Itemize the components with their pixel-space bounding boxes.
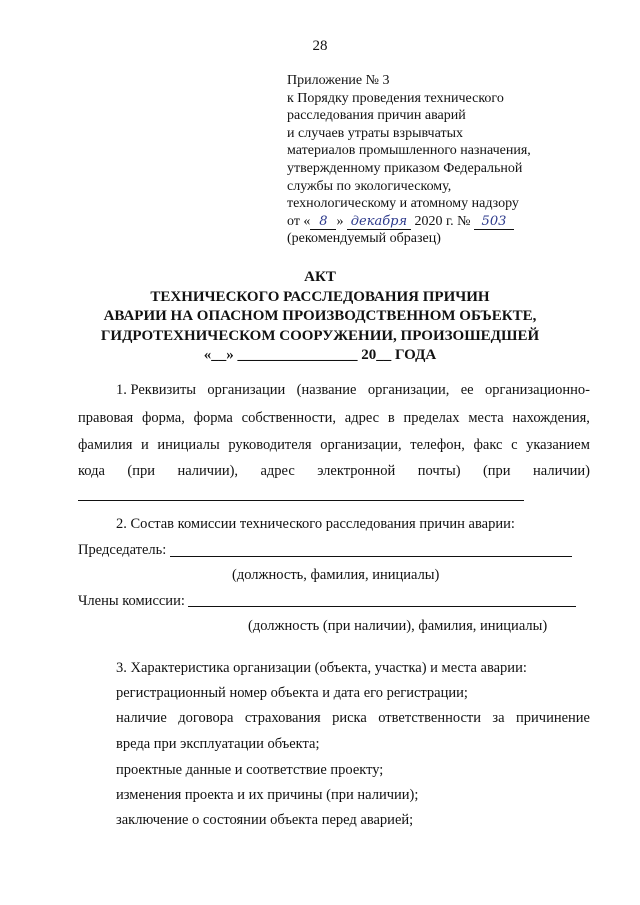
word: пределах: [403, 410, 460, 426]
word: почты): [417, 463, 461, 479]
section3-item-continuation: вреда при эксплуатации объекта;: [116, 736, 320, 752]
section3-item: изменения проекта и их причины (при наличии);: [116, 787, 419, 803]
appendix-line: материалов промышленного назначения,: [287, 143, 531, 159]
appendix-block: [287, 72, 531, 248]
word: организации,: [320, 437, 402, 453]
word: форма,: [142, 410, 185, 426]
word: адрес: [344, 410, 380, 426]
chairman-hint: (должность, фамилия, инициалы): [232, 567, 440, 583]
order-date-line: [287, 213, 531, 231]
word: 1. Реквизиты: [116, 382, 197, 398]
appendix-line: расследования причин аварий: [287, 108, 466, 124]
word: указанием: [526, 437, 590, 453]
date-month-handwritten: декабря: [347, 215, 411, 230]
title-line: АВАРИИ НА ОПАСНОМ ПРОИЗВОДСТВЕННОМ ОБЪЕКТЕ,: [103, 308, 537, 324]
date-mid: »: [336, 213, 344, 229]
section3-item: [116, 710, 590, 727]
word: в: [387, 410, 395, 426]
word: организационно-: [485, 382, 590, 398]
section1-line: [78, 437, 590, 454]
title-date-line: «__» ________________ 20__ ГОДА: [203, 347, 437, 363]
word: адрес: [260, 463, 295, 479]
word: за: [492, 710, 505, 726]
word: инициалы: [157, 437, 220, 453]
word: ответственности: [378, 710, 481, 726]
word: телефон,: [410, 437, 465, 453]
organization-details-blank-line: [78, 500, 524, 501]
section2-heading: 2. Состав комиссии технического расследования причин аварии:: [116, 516, 515, 532]
section3-heading: 3. Характеристика организации (объекта, участка) и места аварии:: [116, 660, 527, 676]
word: кода: [78, 463, 105, 479]
page-number: 28: [312, 38, 328, 54]
appendix-line: к Порядку проведения технического: [287, 90, 504, 106]
word: факс: [473, 437, 503, 453]
appendix-line: службы по экологическому,: [287, 178, 452, 194]
chairman-blank-line: [170, 556, 572, 557]
word: (при: [127, 463, 156, 479]
section3-item: регистрационный номер объекта и дата его регистрации;: [116, 685, 468, 701]
word: ее: [460, 382, 474, 398]
word: договора: [178, 710, 234, 726]
word: места: [468, 410, 504, 426]
word: (название: [296, 382, 357, 398]
members-hint: (должность (при наличии), фамилия, инициалы): [248, 618, 548, 634]
section1-line: [78, 410, 590, 427]
section3-item: проектные данные и соответствие проекту;: [116, 762, 384, 778]
order-number-handwritten: 503: [474, 215, 514, 230]
members-blank-line: [188, 606, 576, 607]
word: руководителя: [228, 437, 312, 453]
word: электронной: [317, 463, 396, 479]
word: форма: [193, 410, 233, 426]
word: правовая: [78, 410, 134, 426]
section1-line: [116, 382, 590, 399]
title-line: АКТ: [304, 269, 336, 285]
word: нахождения,: [512, 410, 590, 426]
section3-item: заключение о состоянии объекта перед аварией;: [116, 812, 414, 828]
appendix-line: и случаев утраты взрывчатых: [287, 125, 463, 141]
word: организации,: [367, 382, 450, 398]
title-line: ГИДРОТЕХНИЧЕСКОМ СООРУЖЕНИИ, ПРОИЗОШЕДШЕЙ: [100, 327, 540, 344]
word: причинение: [516, 710, 590, 726]
word: наличии): [533, 463, 590, 479]
word: наличие: [116, 710, 167, 726]
appendix-line: технологическому и атомному надзору: [287, 196, 519, 212]
section1-line: [78, 463, 590, 480]
chairman-label: Председатель:: [78, 542, 167, 558]
word: с: [511, 437, 518, 453]
word: страхования: [244, 710, 321, 726]
word: собственности,: [241, 410, 336, 426]
appendix-line: утвержденному приказом Федеральной: [287, 160, 523, 176]
members-label: Члены комиссии:: [78, 593, 185, 609]
word: фамилия: [78, 437, 133, 453]
word: организации: [207, 382, 286, 398]
word: и: [141, 437, 149, 453]
date-day-handwritten: 8: [310, 215, 336, 230]
word: (при: [482, 463, 511, 479]
date-year: 2020 г. №: [414, 213, 471, 229]
word: риска: [332, 710, 367, 726]
act-title: [0, 268, 640, 366]
word: наличии),: [177, 463, 239, 479]
date-prefix: от «: [287, 213, 311, 229]
title-line: ТЕХНИЧЕСКОГО РАССЛЕДОВАНИЯ ПРИЧИН: [150, 288, 490, 305]
sample-note: (рекомендуемый образец): [287, 231, 441, 247]
appendix-line: Приложение № 3: [287, 73, 390, 88]
